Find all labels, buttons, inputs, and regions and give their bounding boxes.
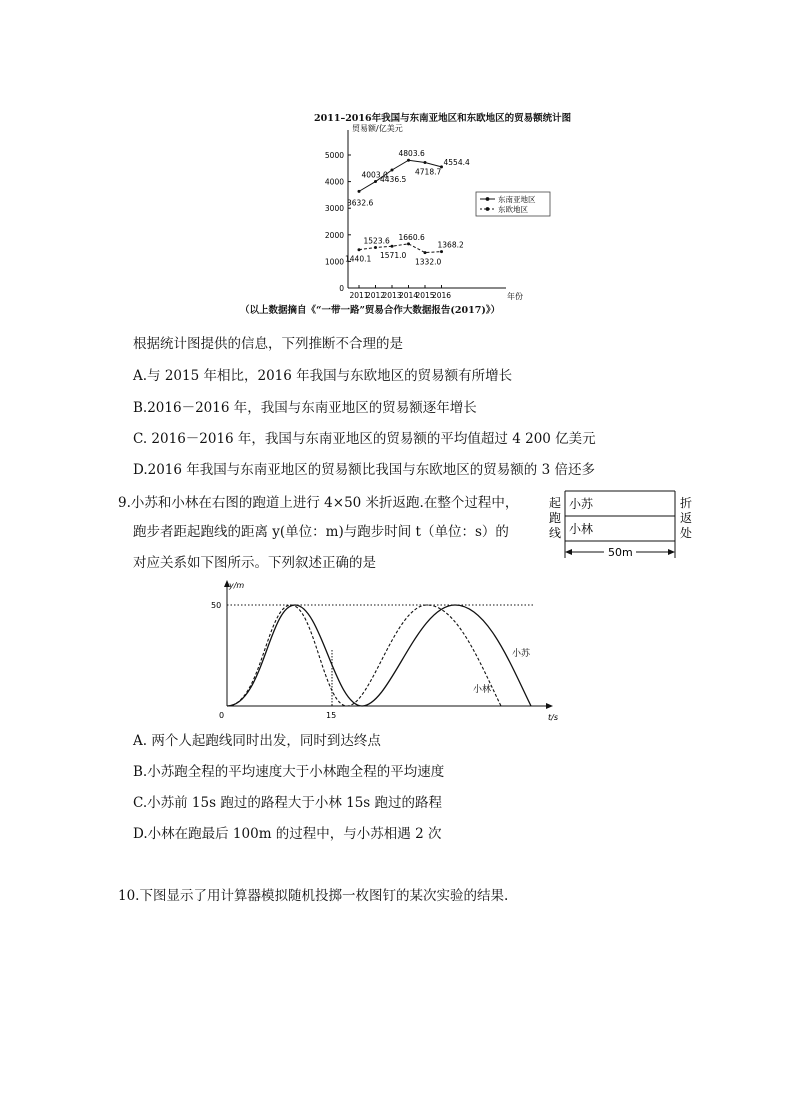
track-length-label: 50m [608,546,633,559]
y-tick-label: 3000 [324,204,344,214]
data-point [374,246,377,249]
q8-option-c: C. 2016－2016 年，我国与东南亚地区的贸易额的平均值超过 4 200 亿美元 [133,431,596,447]
data-point [424,161,427,164]
y-tick-label: 5000 [324,151,344,160]
data-point [358,190,361,193]
q8-stem: 根据统计图提供的信息，下列推断不合理的是 [133,336,403,352]
q8-option-b: B.2016－2016 年，我国与东南亚地区的贸易额逐年增长 [133,400,477,416]
data-label: 4003.0 [361,170,388,180]
data-label: 1368.2 [437,240,464,250]
curve-label-xiaosu: 小苏 [512,649,531,659]
q9-option-b: B.小苏跑全程的平均速度大于小林跑全程的平均速度 [133,764,445,780]
q10-stem: 10.下图显示了用计算器模拟随机投掷一枚图钉的某次实验的结果. [118,888,509,904]
legend-marker-ee [486,208,489,211]
start-char-3: 线 [549,526,562,540]
data-point [358,248,361,251]
chart-xlabel: 年份 [507,292,523,301]
x-tick-label: 2016 [431,291,452,300]
x-tick-label: 2014 [398,291,419,300]
data-point [407,159,410,162]
data-point [391,168,394,171]
graph-x-tick-15: 15 [326,711,337,720]
data-point [440,250,443,253]
data-label: 4436.5 [380,174,407,184]
q8-option-a: A.与 2015 年相比，2016 年我国与东欧地区的贸易额有所增长 [133,368,513,384]
legend-label-sea: 东南亚地区 [498,195,536,204]
graph-origin: 0 [219,711,225,720]
start-char-2: 跑 [549,511,562,525]
track-diagram [545,488,695,560]
turn-char-2: 返 [680,511,693,525]
x-tick-label: 2012 [365,291,386,300]
y-tick-label: 0 [339,284,344,293]
y-tick-label: 4000 [324,177,344,187]
turn-char-1: 折 [680,496,693,510]
data-point [407,242,410,245]
x-tick-label: 2015 [415,291,435,300]
data-point [424,251,427,254]
lane1-label: 小苏 [569,497,594,511]
data-label: 4803.6 [398,149,425,159]
q8-option-d: D.2016 年我国与东南亚地区的贸易额比我国与东欧地区的贸易额的 3 倍还多 [133,462,595,478]
trade-line-chart [300,118,536,310]
chart-ylabel: 贸易额/亿美元 [352,124,403,133]
data-point [391,245,394,248]
data-label: 1440.1 [345,254,372,264]
data-label: 1332.0 [415,257,442,267]
q9-stem-line2: 跑步者距起跑线的距离 y(单位：m)与跑步时间 t（单位：s）的 [133,524,509,540]
legend-label-ee: 东欧地区 [498,205,528,214]
chart-title: 2011–2016年我国与东南亚地区和东欧地区的贸易额统计图 [314,113,572,124]
q9-stem-line3: 对应关系如下图所示。下列叙述正确的是 [133,555,376,571]
graph-xlabel: t/s [548,713,558,722]
graph-y-tick-50: 50 [211,601,222,610]
data-point [374,180,377,183]
x-tick-label: 2011 [349,291,369,300]
turn-char-3: 处 [680,526,693,540]
data-label: 4554.4 [443,157,470,167]
x-tick-label: 2013 [382,291,402,300]
q9-option-a: A. 两个人起跑线同时出发，同时到达终点 [133,733,381,749]
data-label: 3632.6 [347,198,374,208]
xiaolin-curve [227,605,501,706]
y-tick-label: 2000 [324,230,344,240]
start-char-1: 起 [549,496,562,510]
q9-option-c: C.小苏前 15s 跑过的路程大于小林 15s 跑过的路程 [133,795,443,811]
legend-marker-sea [486,198,489,201]
lane2-label: 小林 [569,522,594,536]
curve-label-xiaolin: 小林 [473,685,492,695]
data-label: 4718.7 [415,167,442,177]
q9-option-d: D.小林在跑最后 100m 的过程中，与小苏相遇 2 次 [133,826,442,842]
y-tick-label: 1000 [324,257,344,267]
data-label: 1660.6 [398,232,425,242]
data-label: 1571.0 [380,251,407,261]
distance-time-graph [205,578,565,728]
chart-source: （以上数据摘自《“一带一路”贸易合作大数据报告(2017)》） [240,305,501,316]
data-label: 1523.6 [363,236,390,246]
graph-ylabel: y/m [229,581,245,590]
q9-stem-line1: 9.小苏和小林在右图的跑道上进行 4×50 米折返跑.在整个过程中， [118,495,519,511]
